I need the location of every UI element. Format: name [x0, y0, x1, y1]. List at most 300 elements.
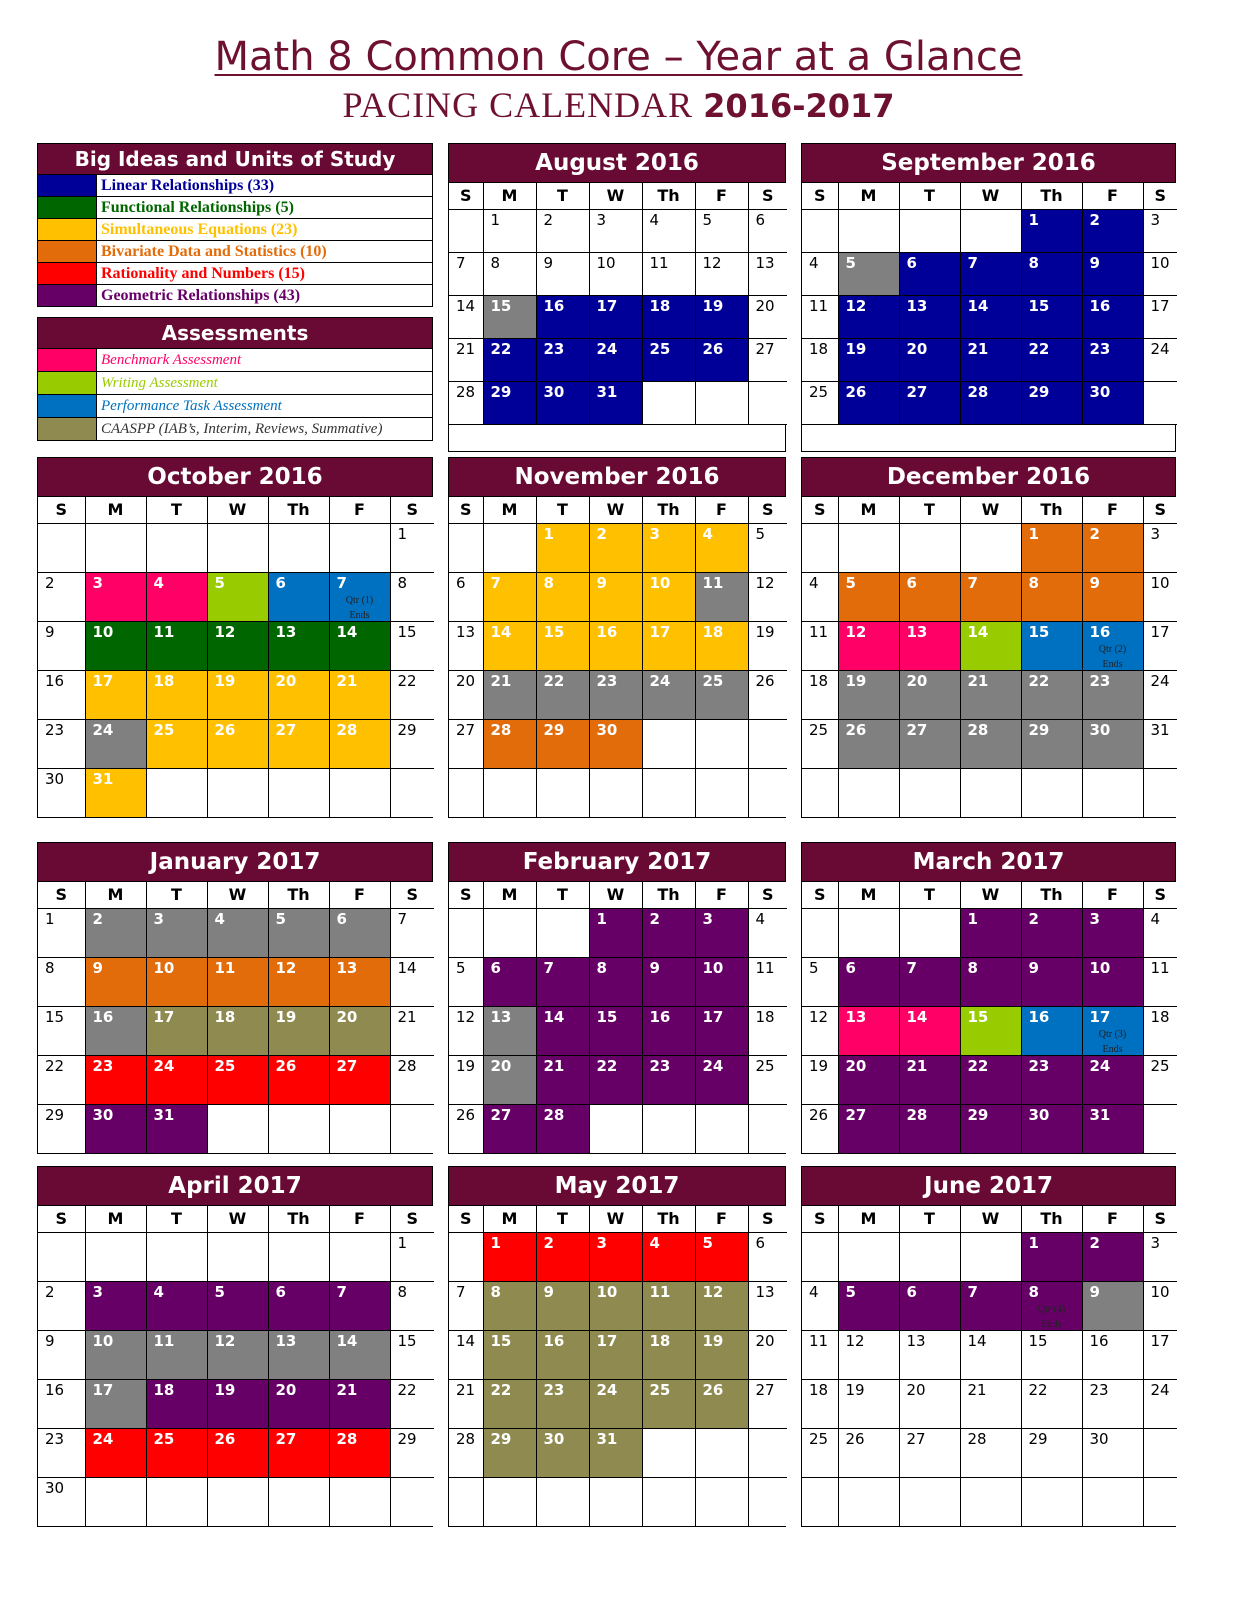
day-number: 20 — [755, 1331, 775, 1350]
day-number: 1 — [596, 909, 607, 928]
day-cell — [536, 1006, 589, 1055]
day-number: 11 — [1150, 958, 1170, 977]
weekday-header: W — [960, 183, 1021, 209]
day-cell — [802, 338, 838, 381]
day-cell — [748, 670, 787, 719]
day-cell — [146, 1104, 207, 1153]
day-cell — [960, 768, 1021, 817]
day-number: 1 — [490, 1233, 501, 1252]
day-number: 19 — [845, 339, 867, 358]
day-cell — [838, 1232, 899, 1281]
day-cell — [748, 209, 787, 252]
day-number: 14 — [967, 296, 989, 315]
day-number: 19 — [456, 1056, 476, 1075]
day-number: 9 — [45, 1331, 55, 1350]
weekday-header: M — [483, 183, 536, 209]
day-cell — [748, 1104, 787, 1153]
day-cell — [802, 381, 838, 424]
day-cell — [390, 1330, 434, 1379]
day-number: 28 — [906, 1105, 928, 1124]
day-number: 13 — [490, 1007, 512, 1026]
day-cell — [536, 768, 589, 817]
day-number: 7 — [967, 253, 978, 272]
day-cell — [899, 209, 960, 252]
day-number: 23 — [92, 1056, 114, 1075]
day-number: 27 — [336, 1056, 358, 1075]
day-cell — [589, 1104, 642, 1153]
day-number: 5 — [456, 958, 466, 977]
day-cell — [1082, 621, 1143, 670]
day-cell — [449, 621, 483, 670]
weekday-header: S — [1143, 183, 1177, 209]
day-number: 29 — [490, 382, 512, 401]
day-number: 5 — [809, 958, 819, 977]
day-number: 29 — [45, 1105, 65, 1124]
day-number: 14 — [336, 622, 358, 641]
day-cell — [695, 908, 748, 957]
quarter-note: Qtr (1) Ends — [345, 594, 374, 621]
day-cell — [483, 621, 536, 670]
month-april-2017 — [37, 1166, 433, 1527]
day-cell — [483, 1281, 536, 1330]
day-cell — [1143, 1477, 1177, 1526]
month-may-2017 — [448, 1166, 786, 1527]
legend-label: Simultaneous Equations (23) — [101, 221, 298, 238]
day-cell — [1143, 252, 1177, 295]
weekday-header: S — [38, 1206, 85, 1232]
day-number: 21 — [336, 1380, 358, 1399]
weekday-header: S — [802, 183, 838, 209]
day-number: 24 — [1150, 339, 1170, 358]
day-number: 28 — [490, 720, 512, 739]
day-number: 22 — [490, 1380, 512, 1399]
day-cell — [85, 957, 146, 1006]
day-cell — [536, 719, 589, 768]
day-number: 13 — [845, 1007, 867, 1026]
day-cell — [642, 1281, 695, 1330]
day-cell — [536, 1379, 589, 1428]
day-number: 15 — [397, 622, 417, 641]
weekday-header: F — [1082, 183, 1143, 209]
weekday-header: S — [802, 1206, 838, 1232]
day-number: 20 — [456, 671, 476, 690]
legend-swatch — [38, 372, 97, 394]
day-cell — [483, 1104, 536, 1153]
day-cell — [390, 1477, 434, 1526]
day-number: 4 — [153, 1282, 164, 1301]
day-cell — [1021, 295, 1082, 338]
day-cell — [899, 719, 960, 768]
day-number: 25 — [702, 671, 724, 690]
day-number: 17 — [153, 1007, 175, 1026]
day-number: 16 — [45, 671, 65, 690]
day-number: 16 — [45, 1380, 65, 1399]
day-cell — [838, 1281, 899, 1330]
day-number: 2 — [1089, 210, 1100, 229]
day-number: 24 — [596, 339, 618, 358]
day-number: 25 — [214, 1056, 236, 1075]
legend_ideas-item — [38, 241, 432, 263]
legend_assess-item — [38, 372, 432, 395]
day-cell — [207, 1232, 268, 1281]
day-cell — [449, 1477, 483, 1526]
day-cell — [838, 338, 899, 381]
day-number: 21 — [397, 1007, 417, 1026]
day-cell — [207, 1281, 268, 1330]
day-cell — [960, 908, 1021, 957]
units-legend — [37, 143, 433, 307]
weekday-header: Th — [642, 183, 695, 209]
legend-label: Performance Task Assessment — [101, 398, 282, 414]
subtitle-text: PACING CALENDAR — [342, 85, 694, 125]
day-number: 20 — [275, 1380, 297, 1399]
day-number: 7 — [490, 573, 501, 592]
day-number: 10 — [702, 958, 724, 977]
day-cell — [1021, 719, 1082, 768]
weekday-header: Th — [642, 1206, 695, 1232]
day-cell — [1143, 719, 1177, 768]
day-number: 25 — [809, 382, 829, 401]
day-cell — [390, 621, 434, 670]
day-number: 26 — [214, 1429, 236, 1448]
day-number: 13 — [336, 958, 358, 977]
day-cell — [483, 719, 536, 768]
day-number: 10 — [1150, 253, 1170, 272]
day-number: 15 — [967, 1007, 989, 1026]
month-title: September 2016 — [802, 144, 1175, 183]
month-table — [449, 497, 787, 817]
legend-swatch — [38, 349, 97, 371]
day-number: 14 — [543, 1007, 565, 1026]
day-cell — [642, 209, 695, 252]
day-number: 20 — [845, 1056, 867, 1075]
day-cell — [449, 381, 483, 424]
day-cell — [1021, 908, 1082, 957]
day-number: 15 — [596, 1007, 618, 1026]
day-number: 18 — [809, 671, 829, 690]
day-cell — [899, 381, 960, 424]
day-cell — [1143, 1232, 1177, 1281]
day-cell — [1082, 1428, 1143, 1477]
day-cell — [449, 252, 483, 295]
weekday-header: M — [838, 1206, 899, 1232]
weekday-header: T — [899, 183, 960, 209]
day-number: 28 — [456, 1429, 476, 1448]
day-number: 26 — [702, 339, 724, 358]
day-number: 19 — [702, 296, 724, 315]
day-cell — [390, 523, 434, 572]
day-number: 30 — [1089, 1429, 1109, 1448]
day-number: 17 — [1089, 1007, 1111, 1026]
legend_ideas-item — [38, 263, 432, 285]
day-cell — [589, 523, 642, 572]
day-cell — [589, 338, 642, 381]
day-number: 7 — [456, 253, 466, 272]
day-number: 17 — [596, 1331, 618, 1350]
weekday-header: T — [146, 1206, 207, 1232]
day-cell — [748, 957, 787, 1006]
day-cell — [1143, 908, 1177, 957]
day-cell — [642, 338, 695, 381]
day-number: 22 — [490, 339, 512, 358]
day-cell — [38, 908, 85, 957]
day-cell — [960, 1232, 1021, 1281]
day-number: 16 — [1089, 296, 1111, 315]
day-cell — [146, 719, 207, 768]
day-cell — [329, 1428, 390, 1477]
day-number: 10 — [1089, 958, 1111, 977]
day-number: 20 — [336, 1007, 358, 1026]
day-number: 21 — [456, 1380, 476, 1399]
day-number: 26 — [214, 720, 236, 739]
day-number: 26 — [845, 382, 867, 401]
day-number: 12 — [845, 296, 867, 315]
day-number: 23 — [543, 339, 565, 358]
day-cell — [390, 719, 434, 768]
day-cell — [589, 252, 642, 295]
day-cell — [642, 670, 695, 719]
day-cell — [1082, 381, 1143, 424]
day-cell — [1021, 1477, 1082, 1526]
day-cell — [268, 1281, 329, 1330]
weekday-header: W — [589, 183, 642, 209]
day-number: 26 — [845, 1429, 865, 1448]
day-number: 3 — [92, 1282, 103, 1301]
day-cell — [329, 1379, 390, 1428]
day-cell — [268, 768, 329, 817]
day-cell — [1021, 768, 1082, 817]
weekday-header: S — [38, 497, 85, 523]
day-cell — [1082, 1477, 1143, 1526]
day-cell — [589, 719, 642, 768]
day-cell — [483, 908, 536, 957]
day-cell — [960, 523, 1021, 572]
day-number: 24 — [649, 671, 671, 690]
day-number: 7 — [397, 909, 408, 928]
day-cell — [268, 670, 329, 719]
day-number: 16 — [596, 622, 618, 641]
day-cell — [748, 768, 787, 817]
day-number: 23 — [45, 1429, 65, 1448]
day-cell — [146, 1379, 207, 1428]
day-cell — [1021, 1232, 1082, 1281]
page-title: Math 8 Common Core – Year at a Glance — [214, 34, 1023, 80]
day-cell — [38, 1477, 85, 1526]
legend_ideas-item — [38, 285, 432, 306]
weekday-header: Th — [642, 497, 695, 523]
day-number: 11 — [649, 1282, 671, 1301]
day-cell — [1021, 1006, 1082, 1055]
day-cell — [838, 1379, 899, 1428]
day-number: 8 — [397, 573, 408, 592]
day-number: 24 — [92, 720, 114, 739]
day-cell — [536, 523, 589, 572]
day-number: 29 — [1028, 382, 1050, 401]
day-number: 17 — [702, 1007, 724, 1026]
day-number: 20 — [906, 339, 928, 358]
day-cell — [536, 1428, 589, 1477]
day-cell — [642, 252, 695, 295]
day-number: 23 — [1089, 339, 1111, 358]
day-cell — [642, 1104, 695, 1153]
day-number: 3 — [649, 524, 660, 543]
weekday-header: F — [695, 882, 748, 908]
day-cell — [390, 1281, 434, 1330]
weekday-header: W — [589, 497, 642, 523]
day-number: 25 — [649, 339, 671, 358]
day-cell — [802, 621, 838, 670]
assessments-legend — [37, 317, 433, 441]
day-number: 4 — [153, 573, 164, 592]
day-number: 4 — [755, 909, 766, 928]
day-cell — [1021, 621, 1082, 670]
weekday-header: T — [899, 882, 960, 908]
day-cell — [748, 381, 787, 424]
day-cell — [1021, 381, 1082, 424]
day-cell — [390, 1104, 434, 1153]
day-number: 12 — [755, 573, 775, 592]
day-cell — [85, 670, 146, 719]
day-number: 4 — [649, 210, 660, 229]
day-number: 8 — [543, 573, 554, 592]
day-number: 18 — [809, 339, 829, 358]
day-number: 14 — [456, 296, 476, 315]
day-cell — [802, 252, 838, 295]
day-cell — [449, 523, 483, 572]
day-cell — [329, 1330, 390, 1379]
day-cell — [390, 1379, 434, 1428]
day-cell — [38, 1055, 85, 1104]
day-cell — [899, 908, 960, 957]
day-number: 1 — [1028, 210, 1039, 229]
day-number: 24 — [153, 1056, 175, 1075]
month-title: May 2017 — [449, 1167, 785, 1206]
day-cell — [642, 1006, 695, 1055]
day-number: 9 — [1028, 958, 1039, 977]
weekday-header: M — [838, 882, 899, 908]
day-number: 1 — [967, 909, 978, 928]
day-cell — [449, 1281, 483, 1330]
day-cell — [483, 523, 536, 572]
day-cell — [802, 1428, 838, 1477]
day-number: 21 — [967, 1380, 987, 1399]
month-table — [802, 183, 1177, 451]
day-cell — [449, 209, 483, 252]
day-cell — [268, 1232, 329, 1281]
month-title: December 2016 — [802, 458, 1175, 497]
day-number: 4 — [702, 524, 713, 543]
day-cell — [695, 719, 748, 768]
day-cell — [1021, 523, 1082, 572]
day-number: 6 — [275, 1282, 286, 1301]
day-number: 2 — [596, 524, 607, 543]
day-number: 10 — [596, 253, 616, 272]
day-cell — [589, 1006, 642, 1055]
day-number: 23 — [1089, 671, 1111, 690]
day-cell — [146, 670, 207, 719]
weekday-header: W — [207, 1206, 268, 1232]
day-cell — [146, 1477, 207, 1526]
day-number: 19 — [809, 1056, 829, 1075]
day-number: 26 — [275, 1056, 297, 1075]
day-cell — [85, 1330, 146, 1379]
month-title: January 2017 — [38, 843, 432, 882]
day-number: 13 — [456, 622, 476, 641]
day-number: 12 — [456, 1007, 476, 1026]
day-number: 28 — [967, 382, 989, 401]
day-cell — [483, 1006, 536, 1055]
day-cell — [802, 908, 838, 957]
day-cell — [695, 295, 748, 338]
day-number: 15 — [1028, 1331, 1048, 1350]
weekday-header: Th — [1021, 183, 1082, 209]
day-cell — [536, 338, 589, 381]
day-cell — [1143, 1006, 1177, 1055]
day-cell — [899, 295, 960, 338]
day-number: 12 — [809, 1007, 829, 1026]
day-cell — [483, 209, 536, 252]
day-number: 2 — [543, 210, 554, 229]
day-cell — [390, 908, 434, 957]
legend-label: Geometric Relationships (43) — [101, 287, 301, 304]
day-number: 25 — [809, 720, 829, 739]
day-cell — [1143, 1379, 1177, 1428]
day-number: 9 — [1089, 573, 1100, 592]
day-cell — [483, 768, 536, 817]
day-number: 5 — [275, 909, 286, 928]
day-number: 15 — [490, 1331, 512, 1350]
day-cell — [268, 908, 329, 957]
day-cell — [207, 523, 268, 572]
day-cell — [1082, 1330, 1143, 1379]
day-cell — [268, 1055, 329, 1104]
day-cell — [838, 1104, 899, 1153]
day-number: 27 — [275, 720, 297, 739]
day-cell — [85, 1104, 146, 1153]
weekday-header: W — [960, 882, 1021, 908]
day-cell — [1021, 1330, 1082, 1379]
day-number: 14 — [336, 1331, 358, 1350]
day-cell — [207, 1477, 268, 1526]
month-march-2017 — [801, 842, 1176, 1154]
day-cell — [1082, 768, 1143, 817]
weekday-header: Th — [642, 882, 695, 908]
weekday-header: T — [536, 497, 589, 523]
day-number: 24 — [92, 1429, 114, 1448]
day-number: 31 — [596, 1429, 618, 1448]
day-cell — [642, 572, 695, 621]
day-number: 30 — [543, 1429, 565, 1448]
weekday-header: S — [390, 882, 434, 908]
legend-label: Linear Relationships (33) — [101, 177, 275, 194]
day-cell — [1082, 523, 1143, 572]
day-number: 18 — [1150, 1007, 1170, 1026]
day-number: 2 — [543, 1233, 554, 1252]
day-cell — [536, 252, 589, 295]
day-cell — [1143, 670, 1177, 719]
day-cell — [642, 768, 695, 817]
weekday-header: M — [85, 1206, 146, 1232]
day-cell — [38, 719, 85, 768]
day-number: 31 — [596, 382, 618, 401]
day-number: 20 — [490, 1056, 512, 1075]
day-number: 22 — [543, 671, 565, 690]
day-cell — [838, 768, 899, 817]
day-number: 27 — [275, 1429, 297, 1448]
weekday-header: F — [329, 882, 390, 908]
day-number: 22 — [397, 1380, 417, 1399]
day-number: 8 — [490, 253, 501, 272]
